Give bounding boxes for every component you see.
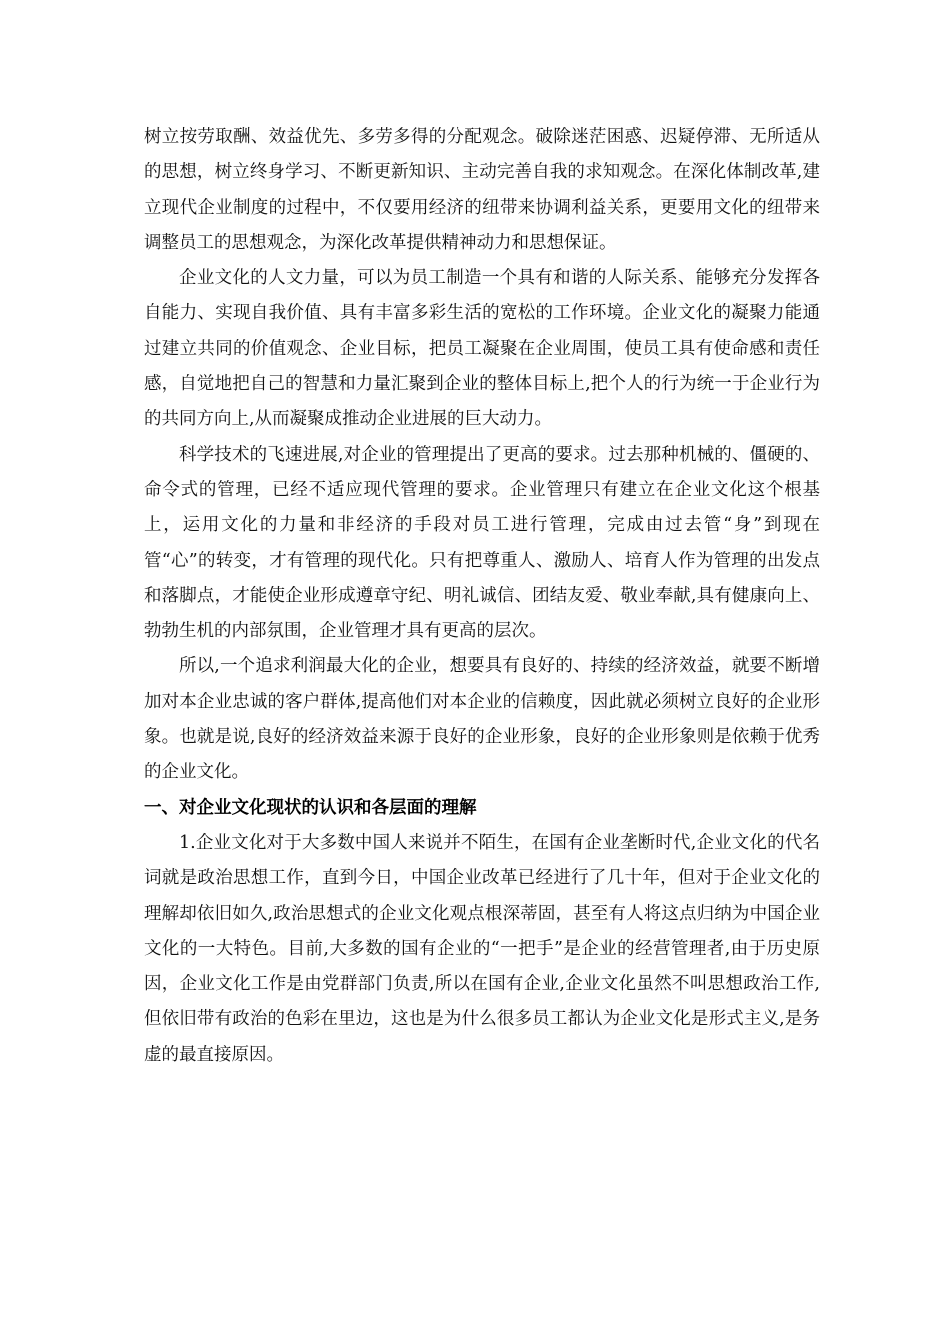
paragraph-section-1: 1.企业文化对于大多数中国人来说并不陌生，在国有企业垄断时代,企业文化的代名词就是政治思想工作，直到今日，中国企业改革已经进行了几十年，但对于企业文化的理解却依旧如久,政治思想式的企业文化观点根深蒂固，甚至有人将这点归纳为中国企业文化的一大特色。目前,大多数的国有企业的“一把手”是企业的经营管理者,由于历史原因，企业文化工作是由党群部门负责,所以在国有企业,企业文化虽然不叫思想政治工作,但依旧带有政治的色彩在里边，这也是为什么很多员工都认为企业文化是形式主义,是务虚的最直接原因。 [144, 832, 820, 1065]
paragraph-management: 科学技术的飞速进展,对企业的管理提出了更高的要求。过去那种机械的、僵硬的、命令式的管理，已经不适应现代管理的要求。企业管理只有建立在企业文化这个根基上，运用文化的力量和非经济的手段对员工进行管理，完成由过去管“身”到现在管“心”的转变，才有管理的现代化。只有把尊重人、激励人、培育人作为管理的出发点和落脚点，才能使企业形成遵章守纪、明礼诚信、团结友爱、敬业奉献,具有健康向上、勃勃生机的内部氛围，企业管理才具有更高的层次。 [144, 444, 820, 642]
paragraph-conclusion: 所以,一个追求利润最大化的企业，想要具有良好的、持续的经济效益，就要不断增加对本企业忠诚的客户群体,提高他们对本企业的信赖度，因此就必须树立良好的企业形象。也就是说,良好的经济效益来源于良好的企业形象，良好的企业形象则是依赖于优秀的企业文化。 [144, 656, 820, 783]
paragraph-continued: 树立按劳取酬、效益优先、多劳多得的分配观念。破除迷茫困惑、迟疑停滞、无所适从的思想，树立终身学习、不断更新知识、主动完善自我的求知观念。在深化体制改革,建立现代企业制度的过程中，不仅要用经济的纽带来协调利益关系，更要用文化的纽带来调整员工的思想观念，为深化改革提供精神动力和思想保证。 [144, 127, 820, 253]
paragraph-humanistic-power: 企业文化的人文力量，可以为员工制造一个具有和谐的人际关系、能够充分发挥各自能力、实现自我价值、具有丰富多彩生活的宽松的工作环境。企业文化的凝聚力能通过建立共同的价值观念、企业目标，把员工凝聚在企业周围，使员工具有使命感和责任感，自觉地把自己的智慧和力量汇聚到企业的整体目标上,把个人的行为统一于企业行为的共同方向上,从而凝聚成推动企业进展的巨大动力。 [144, 268, 820, 430]
document-body [144, 120, 820, 1073]
section-heading: 一、对企业文化现状的认识和各层面的理解 [144, 797, 477, 818]
